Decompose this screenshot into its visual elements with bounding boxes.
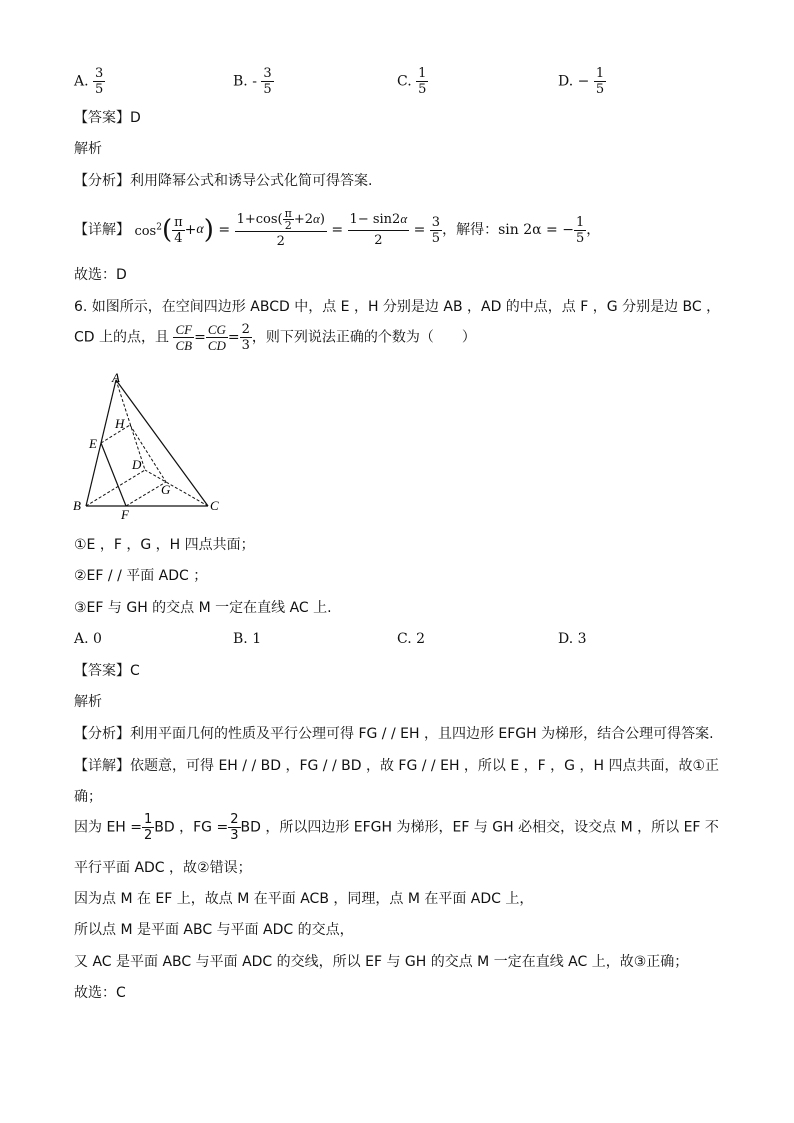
q5-choose: 故选：D [74,267,127,283]
q6-answer: 【答案】C [74,663,140,679]
q5-option-a [74,66,105,97]
q6-option-d: D. 3 [558,631,587,647]
edge-cd [145,470,208,506]
q5-jiexi: 解析 [74,141,102,157]
option-letter: C. [397,73,412,90]
q5-detail: 【详解】 $\cos^2$( $\frac{\pi}{4}$ +α) = 1+cos( $\frac{\pi}{2}$ +2α) 2 = $\frac{1- \sin 2\alpha}{2}$ = $\frac{3}{5}$ ，解得：sin 2α = − $\frac{1}{5}$ ， [74,208,600,254]
fraction [594,66,606,97]
segment-ef [101,443,126,506]
denominator: 2 [283,219,294,231]
numerator: 1 [144,812,153,827]
one-half [142,812,154,843]
cos-fraction: 1+cos( $\frac{\pi}{2}$ +2α) 2 [235,208,327,252]
denominator: 4 [172,230,185,246]
q6-detail-4: 因为点 M 在 EF 上，故点 M 在平面 ACB ，同理，点 M 在平面 ADC 上， [74,891,534,907]
option-letter: B. [233,73,248,90]
numerator: π [284,207,292,220]
numerator: 1 [418,66,427,81]
label-e: E [89,436,97,451]
denominator: CB [175,338,193,353]
denominator: 3 [241,338,250,353]
detail-text: BD ，所以四边形 EFGH 为梯形，EF 与 GH 必相交，设交点 M ，所以 EF 不 [240,819,719,836]
ratio-2-3 [240,322,252,353]
q6-stem-line2: CD 上的点，且 $\frac{CF}{CB}$ = $\frac{CG}{CD}$ = $\frac{2}{3}$ ，则下列说法正确的个数为（ ） [74,322,476,353]
sin-fraction: $\frac{1- \sin 2\alpha}{2}$ [348,209,410,251]
ratio-cf-cb [173,322,194,353]
q6-detail-6: 又 AC 是平面 ABC 与平面 ADC 的交线，所以 EF 与 GH 的交点 M 一定在直线 AC 上，故③正确； [74,954,689,970]
label-a: A [112,370,120,385]
numerator: 3 [95,66,104,81]
numerator: CG [207,322,226,337]
numerator: 1 [575,214,585,230]
label-g: G [161,482,171,497]
detail-text: BD ，FG = [154,819,229,836]
detail-label: 【详解】 [74,222,130,238]
option-letter: D. [558,73,574,90]
two-thirds [228,812,240,843]
minus-sign: − [577,73,590,90]
q6-detail-1: 【详解】依题意，可得 EH / / BD ，FG / / BD ，故 FG / / EH ，所以 E ，F ，G ，H 四点共面，故①正 [74,758,719,774]
pi-over-4 [172,215,185,246]
q6-option-a: A. 0 [74,631,102,647]
stem-text: CD 上的点，且 [74,329,170,346]
denominator: 5 [595,82,605,97]
numerator: 3 [263,66,272,81]
result-label: ，解得： [442,222,499,238]
label-c: C [210,498,219,513]
denominator: 2 [348,230,410,251]
q6-stem-line1: 6. 如图所示，在空间四边形 ABCD 中，点 E ，H 分别是边 AB ，AD 的中点，点 F ，G 分别是边 BC ， [74,299,721,315]
denominator: 5 [575,230,585,246]
numerator: 3 [431,214,441,230]
pi-over-2 [283,208,294,231]
cos-squared: $\cos^2$ [134,222,162,240]
q5-option-b [233,66,274,97]
label-f: F [121,507,129,520]
q6-statement-2: ②EF / / 平面 ADC ； [74,568,208,584]
denominator: 5 [418,82,427,97]
denominator: 5 [431,230,441,246]
option-letter: A. [74,73,89,90]
denominator: 5 [95,82,104,97]
numerator: π [174,214,183,230]
q5-option-d [558,66,606,97]
q6-jiexi: 解析 [74,694,102,710]
fraction [261,66,273,97]
segment-fg [126,482,166,506]
one: 1 [236,212,245,227]
q5-option-c [397,66,428,97]
label-b: B [73,498,81,513]
q6-detail-1b: 确； [74,789,102,805]
fraction [416,66,428,97]
tetrahedron-figure [70,370,230,520]
numerator: CF [175,322,193,337]
ratio-cg-cd [206,322,228,353]
q6-option-b: B. 1 [233,631,262,647]
q6-choose: 故选：C [74,985,126,1001]
numerator: 2 [241,322,250,337]
three-fifths [430,215,442,246]
q6-option-c: C. 2 [397,631,426,647]
denominator: 3 [230,828,239,843]
label-d: D [132,457,142,472]
q6-detail-3: 平行平面 ADC ，故②错误； [74,860,252,876]
fraction [93,66,105,97]
edge-bd [86,470,145,506]
denominator: CD [207,338,226,353]
numerator: 2 [230,812,239,827]
q6-statement-3: ③EF 与 GH 的交点 M 一定在直线 AC 上. [74,600,332,616]
numerator: 1 [595,66,605,81]
denominator: 2 [235,231,327,252]
q6-detail-5: 所以点 M 是平面 ABC 与平面 ADC 的交点， [74,922,354,938]
segment-hg [130,425,166,482]
q5-fenxi: 【分析】利用降幂公式和诱导公式化简可得答案. [74,173,373,189]
detail-text: 因为 EH = [74,819,143,836]
denominator: 5 [263,82,272,97]
denominator: 2 [144,828,153,843]
one-fifth [574,215,586,246]
minus-sign: - [252,73,257,90]
q6-detail-2 [74,812,719,852]
q5-answer: 【答案】D [74,110,141,126]
q6-fenxi: 【分析】利用平面几何的性质及平行公理可得 FG / / EH ，且四边形 EFGH 为梯形，结合公理可得答案. [74,726,714,742]
label-h: H [115,416,125,431]
q6-statement-1: ①E ，F ，G ，H 四点共面； [74,537,255,553]
stem-text: ，则下列说法正确的个数为（ ） [251,329,476,346]
sin-expression: sin 2α = − [498,222,574,238]
